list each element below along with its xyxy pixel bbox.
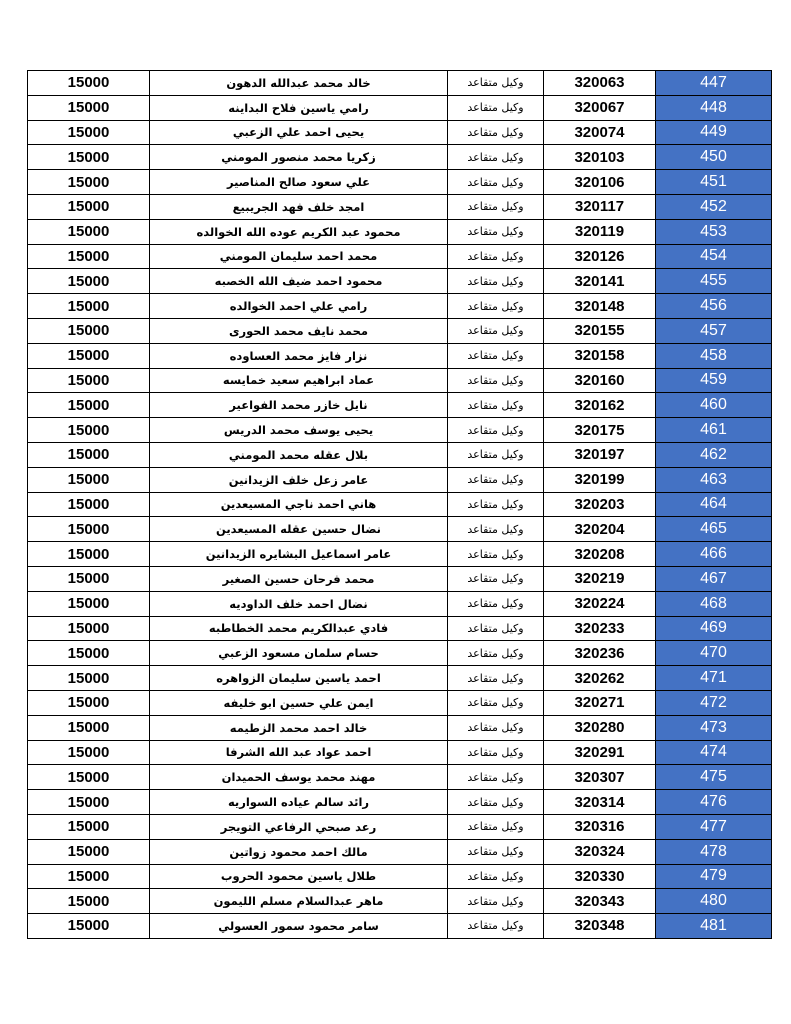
id-number-cell: 320208 [544, 542, 656, 567]
amount-cell: 15000 [28, 170, 150, 195]
rank-cell: وكيل متقاعد [448, 318, 544, 343]
amount-cell: 15000 [28, 914, 150, 939]
serial-number-cell: 457 [656, 318, 772, 343]
rank-cell: وكيل متقاعد [448, 219, 544, 244]
name-cell: زكريا محمد منصور المومني [150, 145, 448, 170]
name-cell: ماهر عبدالسلام مسلم الليمون [150, 889, 448, 914]
amount-cell: 15000 [28, 343, 150, 368]
serial-number-cell: 452 [656, 194, 772, 219]
table-row [28, 294, 772, 319]
id-number-cell: 320067 [544, 95, 656, 120]
amount-cell: 15000 [28, 790, 150, 815]
name-cell: محمد نايف محمد الحورى [150, 318, 448, 343]
name-cell: رامي ياسين فلاح البداينه [150, 95, 448, 120]
id-number-cell: 320106 [544, 170, 656, 195]
serial-number-cell: 480 [656, 889, 772, 914]
table-row [28, 95, 772, 120]
table-row [28, 765, 772, 790]
rank-cell: وكيل متقاعد [448, 517, 544, 542]
id-number-cell: 320126 [544, 244, 656, 269]
id-number-cell: 320307 [544, 765, 656, 790]
rank-cell: وكيل متقاعد [448, 839, 544, 864]
name-cell: محمد احمد سليمان المومني [150, 244, 448, 269]
table-row [28, 442, 772, 467]
name-cell: خالد محمد عبدالله الدهون [150, 71, 448, 96]
table-row [28, 690, 772, 715]
amount-cell: 15000 [28, 566, 150, 591]
id-number-cell: 320197 [544, 442, 656, 467]
table-row [28, 368, 772, 393]
serial-number-cell: 470 [656, 641, 772, 666]
rank-cell: وكيل متقاعد [448, 418, 544, 443]
table-row [28, 71, 772, 96]
table-row [28, 814, 772, 839]
rank-cell: وكيل متقاعد [448, 914, 544, 939]
rank-cell: وكيل متقاعد [448, 790, 544, 815]
amount-cell: 15000 [28, 120, 150, 145]
id-number-cell: 320219 [544, 566, 656, 591]
id-number-cell: 320271 [544, 690, 656, 715]
id-number-cell: 320074 [544, 120, 656, 145]
name-cell: محمد فرحان حسين الصغير [150, 566, 448, 591]
table-row [28, 517, 772, 542]
amount-cell: 15000 [28, 864, 150, 889]
table-row [28, 616, 772, 641]
table-row [28, 145, 772, 170]
serial-number-cell: 454 [656, 244, 772, 269]
id-number-cell: 320280 [544, 715, 656, 740]
name-cell: احمد عواد عبد الله الشرفا [150, 740, 448, 765]
amount-cell: 15000 [28, 492, 150, 517]
id-number-cell: 320175 [544, 418, 656, 443]
amount-cell: 15000 [28, 666, 150, 691]
table-row [28, 467, 772, 492]
name-cell: امجد خلف فهد الجريبيع [150, 194, 448, 219]
rank-cell: وكيل متقاعد [448, 740, 544, 765]
rank-cell: وكيل متقاعد [448, 591, 544, 616]
amount-cell: 15000 [28, 715, 150, 740]
serial-number-cell: 459 [656, 368, 772, 393]
amount-cell: 15000 [28, 765, 150, 790]
name-cell: هاني احمد ناجي المسيعدين [150, 492, 448, 517]
table-row [28, 715, 772, 740]
name-cell: عماد ابراهيم سعيد خمايسه [150, 368, 448, 393]
amount-cell: 15000 [28, 467, 150, 492]
id-number-cell: 320155 [544, 318, 656, 343]
table-row [28, 492, 772, 517]
rank-cell: وكيل متقاعد [448, 343, 544, 368]
name-cell: عامر زعل خلف الزيدانين [150, 467, 448, 492]
amount-cell: 15000 [28, 219, 150, 244]
rank-cell: وكيل متقاعد [448, 145, 544, 170]
amount-cell: 15000 [28, 591, 150, 616]
amount-cell: 15000 [28, 368, 150, 393]
table-row [28, 889, 772, 914]
serial-number-cell: 451 [656, 170, 772, 195]
id-number-cell: 320233 [544, 616, 656, 641]
serial-number-cell: 468 [656, 591, 772, 616]
rank-cell: وكيل متقاعد [448, 666, 544, 691]
table-row [28, 393, 772, 418]
name-cell: بلال عقله محمد المومني [150, 442, 448, 467]
name-cell: نايل خازر محمد الفواعير [150, 393, 448, 418]
name-cell: محمود عبد الكريم عوده الله الخوالده [150, 219, 448, 244]
amount-cell: 15000 [28, 71, 150, 96]
id-number-cell: 320324 [544, 839, 656, 864]
id-number-cell: 320148 [544, 294, 656, 319]
serial-number-cell: 475 [656, 765, 772, 790]
id-number-cell: 320343 [544, 889, 656, 914]
serial-number-cell: 479 [656, 864, 772, 889]
serial-number-cell: 456 [656, 294, 772, 319]
name-cell: فادي عبدالكريم محمد الخطاطبه [150, 616, 448, 641]
rank-cell: وكيل متقاعد [448, 269, 544, 294]
serial-number-cell: 474 [656, 740, 772, 765]
name-cell: محمود احمد ضيف الله الخصبه [150, 269, 448, 294]
name-cell: نضال احمد خلف الداوديه [150, 591, 448, 616]
serial-number-cell: 469 [656, 616, 772, 641]
amount-cell: 15000 [28, 318, 150, 343]
amount-cell: 15000 [28, 616, 150, 641]
amount-cell: 15000 [28, 418, 150, 443]
rank-cell: وكيل متقاعد [448, 120, 544, 145]
table-row [28, 170, 772, 195]
name-cell: مالك احمد محمود زواتين [150, 839, 448, 864]
name-cell: رائد سالم عياده السواريه [150, 790, 448, 815]
retirees-table [27, 70, 772, 939]
serial-number-cell: 449 [656, 120, 772, 145]
name-cell: خالد احمد محمد الزطيمه [150, 715, 448, 740]
table-row [28, 219, 772, 244]
rank-cell: وكيل متقاعد [448, 641, 544, 666]
serial-number-cell: 455 [656, 269, 772, 294]
serial-number-cell: 450 [656, 145, 772, 170]
table-row [28, 244, 772, 269]
table-row [28, 790, 772, 815]
name-cell: علي سعود صالح المناصير [150, 170, 448, 195]
serial-number-cell: 448 [656, 95, 772, 120]
id-number-cell: 320316 [544, 814, 656, 839]
serial-number-cell: 462 [656, 442, 772, 467]
rank-cell: وكيل متقاعد [448, 95, 544, 120]
name-cell: احمد ياسين سليمان الزواهره [150, 666, 448, 691]
serial-number-cell: 453 [656, 219, 772, 244]
name-cell: ايمن علي حسين ابو خليفه [150, 690, 448, 715]
rank-cell: وكيل متقاعد [448, 765, 544, 790]
id-number-cell: 320224 [544, 591, 656, 616]
rank-cell: وكيل متقاعد [448, 170, 544, 195]
amount-cell: 15000 [28, 145, 150, 170]
id-number-cell: 320103 [544, 145, 656, 170]
table-row [28, 542, 772, 567]
id-number-cell: 320314 [544, 790, 656, 815]
id-number-cell: 320291 [544, 740, 656, 765]
serial-number-cell: 466 [656, 542, 772, 567]
name-cell: نزار فايز محمد العساوده [150, 343, 448, 368]
table-row [28, 343, 772, 368]
table-row [28, 641, 772, 666]
rank-cell: وكيل متقاعد [448, 368, 544, 393]
rank-cell: وكيل متقاعد [448, 442, 544, 467]
rank-cell: وكيل متقاعد [448, 467, 544, 492]
amount-cell: 15000 [28, 517, 150, 542]
amount-cell: 15000 [28, 294, 150, 319]
id-number-cell: 320141 [544, 269, 656, 294]
rank-cell: وكيل متقاعد [448, 71, 544, 96]
rank-cell: وكيل متقاعد [448, 715, 544, 740]
rank-cell: وكيل متقاعد [448, 864, 544, 889]
id-number-cell: 320348 [544, 914, 656, 939]
id-number-cell: 320162 [544, 393, 656, 418]
rank-cell: وكيل متقاعد [448, 889, 544, 914]
id-number-cell: 320119 [544, 219, 656, 244]
table-row [28, 418, 772, 443]
table-row [28, 318, 772, 343]
amount-cell: 15000 [28, 542, 150, 567]
serial-number-cell: 481 [656, 914, 772, 939]
name-cell: يحيى يوسف محمد الدريس [150, 418, 448, 443]
id-number-cell: 320262 [544, 666, 656, 691]
serial-number-cell: 465 [656, 517, 772, 542]
table-row [28, 839, 772, 864]
name-cell: سامر محمود سمور العسولي [150, 914, 448, 939]
name-cell: نضال حسين عقله المسيعدين [150, 517, 448, 542]
serial-number-cell: 473 [656, 715, 772, 740]
serial-number-cell: 477 [656, 814, 772, 839]
name-cell: رعد صبحي الرفاعي التويجر [150, 814, 448, 839]
name-cell: مهند محمد يوسف الحميدان [150, 765, 448, 790]
rank-cell: وكيل متقاعد [448, 690, 544, 715]
name-cell: حسام سلمان مسعود الزعبي [150, 641, 448, 666]
amount-cell: 15000 [28, 690, 150, 715]
amount-cell: 15000 [28, 740, 150, 765]
rank-cell: وكيل متقاعد [448, 244, 544, 269]
name-cell: عامر اسماعيل البشايره الزيدانين [150, 542, 448, 567]
rank-cell: وكيل متقاعد [448, 194, 544, 219]
amount-cell: 15000 [28, 269, 150, 294]
serial-number-cell: 461 [656, 418, 772, 443]
amount-cell: 15000 [28, 839, 150, 864]
serial-number-cell: 460 [656, 393, 772, 418]
table-row [28, 864, 772, 889]
rank-cell: وكيل متقاعد [448, 616, 544, 641]
rank-cell: وكيل متقاعد [448, 492, 544, 517]
serial-number-cell: 464 [656, 492, 772, 517]
id-number-cell: 320330 [544, 864, 656, 889]
amount-cell: 15000 [28, 814, 150, 839]
serial-number-cell: 467 [656, 566, 772, 591]
serial-number-cell: 463 [656, 467, 772, 492]
amount-cell: 15000 [28, 194, 150, 219]
serial-number-cell: 447 [656, 71, 772, 96]
amount-cell: 15000 [28, 641, 150, 666]
table-row [28, 914, 772, 939]
id-number-cell: 320117 [544, 194, 656, 219]
table-row [28, 269, 772, 294]
rank-cell: وكيل متقاعد [448, 814, 544, 839]
serial-number-cell: 476 [656, 790, 772, 815]
id-number-cell: 320236 [544, 641, 656, 666]
name-cell: رامي علي احمد الخوالده [150, 294, 448, 319]
table-row [28, 120, 772, 145]
table-row [28, 591, 772, 616]
table-row [28, 740, 772, 765]
serial-number-cell: 458 [656, 343, 772, 368]
id-number-cell: 320203 [544, 492, 656, 517]
serial-number-cell: 471 [656, 666, 772, 691]
name-cell: يحيى احمد علي الزعبي [150, 120, 448, 145]
amount-cell: 15000 [28, 442, 150, 467]
name-cell: طلال ياسين محمود الحروب [150, 864, 448, 889]
id-number-cell: 320199 [544, 467, 656, 492]
table-row [28, 194, 772, 219]
id-number-cell: 320204 [544, 517, 656, 542]
rank-cell: وكيل متقاعد [448, 542, 544, 567]
table-row [28, 666, 772, 691]
amount-cell: 15000 [28, 95, 150, 120]
table-body [28, 71, 772, 939]
id-number-cell: 320063 [544, 71, 656, 96]
serial-number-cell: 472 [656, 690, 772, 715]
id-number-cell: 320158 [544, 343, 656, 368]
serial-number-cell: 478 [656, 839, 772, 864]
rank-cell: وكيل متقاعد [448, 566, 544, 591]
id-number-cell: 320160 [544, 368, 656, 393]
rank-cell: وكيل متقاعد [448, 393, 544, 418]
amount-cell: 15000 [28, 889, 150, 914]
amount-cell: 15000 [28, 393, 150, 418]
rank-cell: وكيل متقاعد [448, 294, 544, 319]
table-row [28, 566, 772, 591]
amount-cell: 15000 [28, 244, 150, 269]
